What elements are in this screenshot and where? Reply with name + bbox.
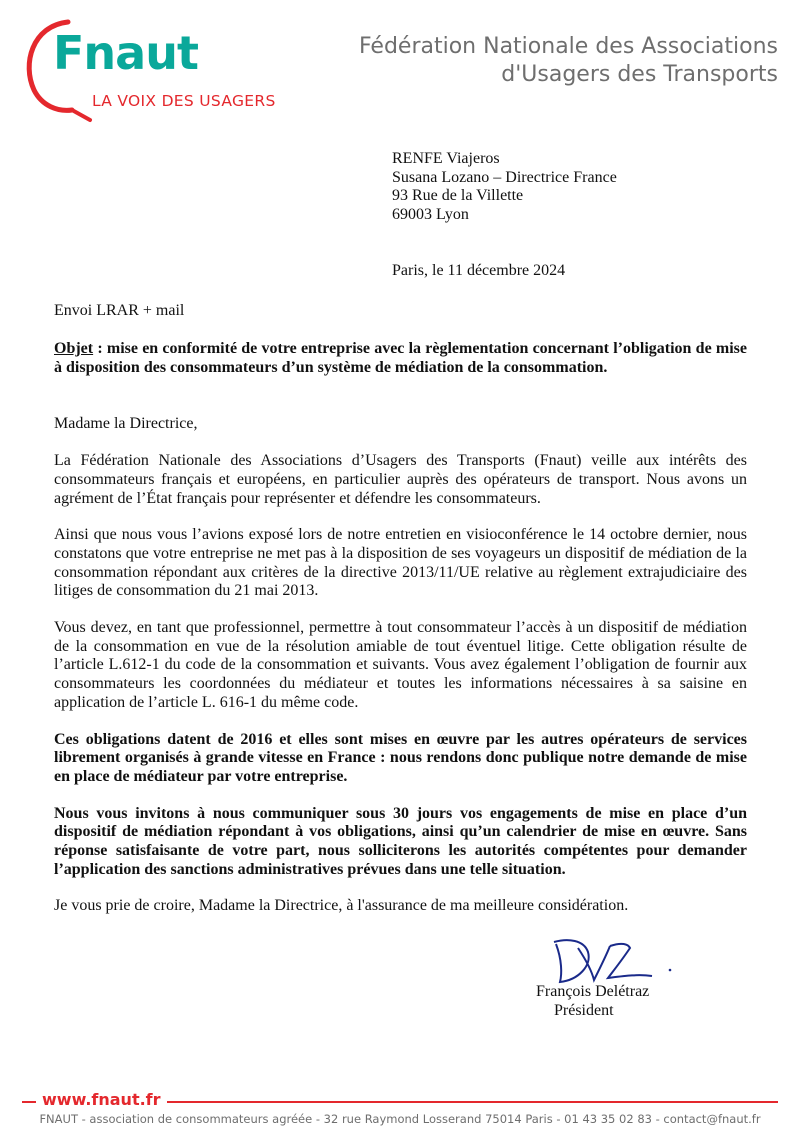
logo-tagline: LA VOIX DES USAGERS xyxy=(92,92,276,110)
recipient-line3: 93 Rue de la Villette xyxy=(392,187,524,205)
paragraph-5: Nous vous invitons à nous communiquer sous 30 jours vos engagements de mise en place d’un dispositif de médiation répondant à vos obligations, ainsi qu’un calendrier de mise en œuvre. Sans réponse satisfaisante de votre part, nous solliciterons les autorités compétentes pour demander l’application des sanctions administratives prévues dans une telle situation. xyxy=(54,804,747,878)
signer-name: François Delétraz xyxy=(536,983,650,1000)
organization-name xyxy=(359,33,778,89)
recipient-line4: 69003 Lyon xyxy=(392,206,469,224)
paragraph-2: Ainsi que nous vous l’avions exposé lors de notre entretien en visioconférence le 14 octobre dernier, nous constatons que votre entreprise ne met pas à la disposition de ses voyageurs un dispositif de médiation de la consommation répondant aux critères de la directive 2013/11/UE relative au règlement extrajudiciaire des litiges de consommation du 21 mai 2013. xyxy=(54,526,747,600)
letter-object xyxy=(54,340,747,377)
salutation: Madame la Directrice, xyxy=(54,415,198,433)
object-text: : mise en conformité de votre entreprise avec la règlementation concernant l’obligation de mise à disposition des consommateurs d’un système de médiation de la consommation. xyxy=(54,340,747,376)
handwritten-signature xyxy=(548,930,678,986)
recipient-line2: Susana Lozano – Directrice France xyxy=(392,168,617,186)
paragraph-1: La Fédération Nationale des Associations d’Usagers des Transports (Fnaut) veille aux intérêts des consommateurs français et européens, en particulier auprès des opérateurs de transport. Nous avons un agrément de l’État français pour représenter et défendre les consommateurs. xyxy=(54,452,747,507)
letter-body xyxy=(54,340,747,916)
fnaut-logo xyxy=(20,14,290,124)
recipient-address xyxy=(392,150,617,225)
org-name-line1: Fédération Nationale des Associations xyxy=(358,34,778,59)
closing-formula: Je vous prie de croire, Madame la Directrice, à l'assurance de ma meilleure considération. xyxy=(54,897,629,915)
footer-website-link[interactable]: www.fnaut.fr xyxy=(36,1090,167,1109)
paragraph-3: Vous devez, en tant que professionnel, permettre à tout consommateur l’accès à un dispositif de médiation de la consommation en vue de la résolution amiable de tout éventuel litige. Cette obligation résulte de l’article L.612-1 du code de la consommation et suivants. Vous avez également l’obligation de fournir aux consommateurs les coordonnées du médiateur et toutes les informations nécessaires à sa saisine en application de l’article L. 616-1 du même code. xyxy=(54,619,747,711)
signer-role: Président xyxy=(554,1002,614,1019)
recipient-line1: RENFE Viajeros xyxy=(392,150,500,167)
letter-date: Paris, le 11 décembre 2024 xyxy=(392,262,566,279)
paragraph-4: Ces obligations datent de 2016 et elles sont mises en œuvre par les autres opérateurs de services librement organisés à grande vitesse en France : nous rendons donc publique notre demande de mise en place de médiateur par votre entreprise. xyxy=(54,730,747,785)
org-name-line2: d'Usagers des Transports xyxy=(501,62,778,87)
signer-block xyxy=(536,982,649,1020)
object-label: Objet xyxy=(54,340,94,357)
logo-wordmark: Fnaut xyxy=(53,26,198,80)
delivery-method: Envoi LRAR + mail xyxy=(54,302,185,319)
footer-contact-info: FNAUT - association de consommateurs agréée - 32 rue Raymond Losserand 75014 Paris - 01 43 35 02 83 - contact@fnaut.fr xyxy=(39,1112,761,1126)
